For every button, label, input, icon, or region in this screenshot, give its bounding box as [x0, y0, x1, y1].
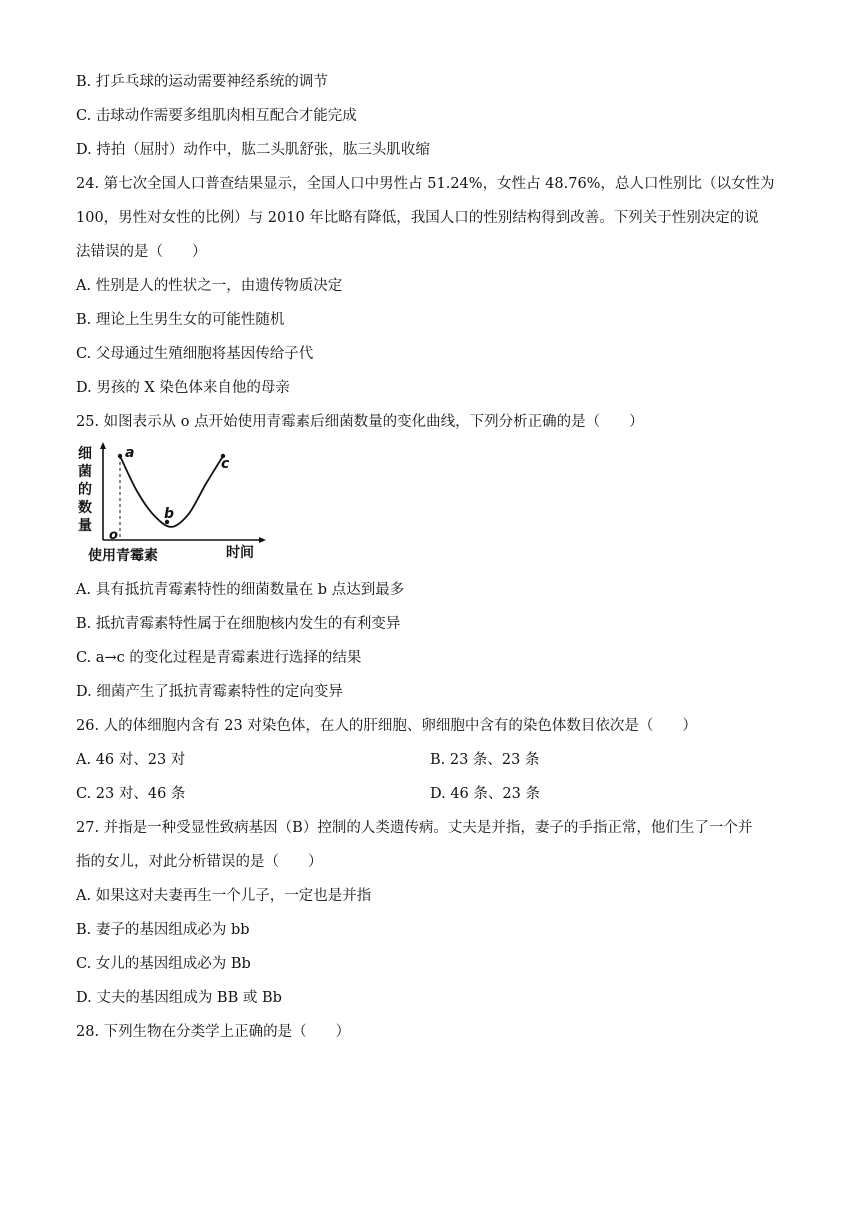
ylabel-char: 菌: [78, 464, 92, 480]
ylabel-char: 数: [78, 500, 92, 516]
q24-stem-line3: 法错误的是（ ）: [76, 244, 207, 260]
q24-option-c: C. 父母通过生殖细胞将基因传给子代: [76, 346, 314, 362]
q27-stem-line1: 27. 并指是一种受显性致病基因（B）控制的人类遗传病。丈夫是并指，妻子的手指正常，他们生了一个并: [76, 820, 753, 836]
q26-option-d: D. 46 条、23 条: [430, 786, 540, 802]
q27-stem-line2: 指的女儿，对此分析错误的是（ ）: [76, 854, 323, 870]
q25-option-a: A. 具有抵抗青霉素特性的细菌数量在 b 点达到最多: [76, 582, 405, 598]
ylabel-char: 的: [78, 482, 92, 498]
q24-stem-line2: 100，男性对女性的比例）与 2010 年比略有降低，我国人口的性别结构得到改善。下列关于性别决定的说: [76, 210, 759, 226]
q25-stem: 25. 如图表示从 o 点开始使用青霉素后细菌数量的变化曲线，下列分析正确的是（ ）: [76, 414, 644, 430]
q23-option-b: B. 打乒乓球的运动需要神经系统的调节: [76, 74, 328, 90]
q28-stem: 28. 下列生物在分类学上正确的是（ ）: [76, 1024, 351, 1040]
q24-option-d: D. 男孩的 X 染色体来自他的母亲: [76, 380, 290, 396]
start-label: 使用青霉素: [88, 548, 158, 564]
point-c-label: c: [221, 456, 230, 472]
q26-option-a: A. 46 对、23 对: [76, 752, 186, 768]
q26-option-c: C. 23 对、46 条: [76, 786, 186, 802]
q24-option-a: A. 性别是人的性状之一，由遗传物质决定: [76, 278, 343, 294]
q24-option-b: B. 理论上生男生女的可能性随机: [76, 312, 285, 328]
point-b-label: b: [164, 506, 175, 522]
q25-option-c: C. a→c 的变化过程是青霉素进行选择的结果: [76, 650, 362, 666]
origin-label: o: [109, 528, 118, 543]
q26-stem: 26. 人的体细胞内含有 23 对染色体，在人的肝细胞、卵细胞中含有的染色体数目依次是（ ）: [76, 718, 697, 734]
q27-option-d: D. 丈夫的基因组成为 BB 或 Bb: [76, 990, 282, 1006]
q26-option-b: B. 23 条、23 条: [430, 752, 540, 768]
ylabel-char: 量: [78, 518, 92, 534]
x-axis-arrow: [259, 537, 266, 543]
point-a-marker: [118, 454, 122, 458]
point-a-label: a: [125, 445, 135, 461]
q24-stem-line1: 24. 第七次全国人口普查结果显示，全国人口中男性占 51.24%，女性占 48.76%，总人口性别比（以女性为: [76, 176, 775, 192]
q27-option-a: A. 如果这对夫妻再生一个儿子，一定也是并指: [76, 888, 372, 904]
x-axis-label: 时间: [226, 545, 254, 561]
q25-option-d: D. 细菌产生了抵抗青霉素特性的定向变异: [76, 684, 343, 700]
q23-option-d: D. 持拍（屈肘）动作中，肱二头肌舒张，肱三头肌收缩: [76, 142, 430, 158]
y-axis-arrow: [100, 442, 106, 449]
q27-option-c: C. 女儿的基因组成必为 Bb: [76, 956, 251, 972]
bacteria-curve-figure: [76, 440, 276, 566]
q25-option-b: B. 抵抗青霉素特性属于在细胞核内发生的有利变异: [76, 616, 401, 632]
ylabel-char: 细: [78, 446, 92, 462]
q27-option-b: B. 妻子的基因组成必为 bb: [76, 922, 250, 938]
q23-option-c: C. 击球动作需要多组肌肉相互配合才能完成: [76, 108, 357, 124]
